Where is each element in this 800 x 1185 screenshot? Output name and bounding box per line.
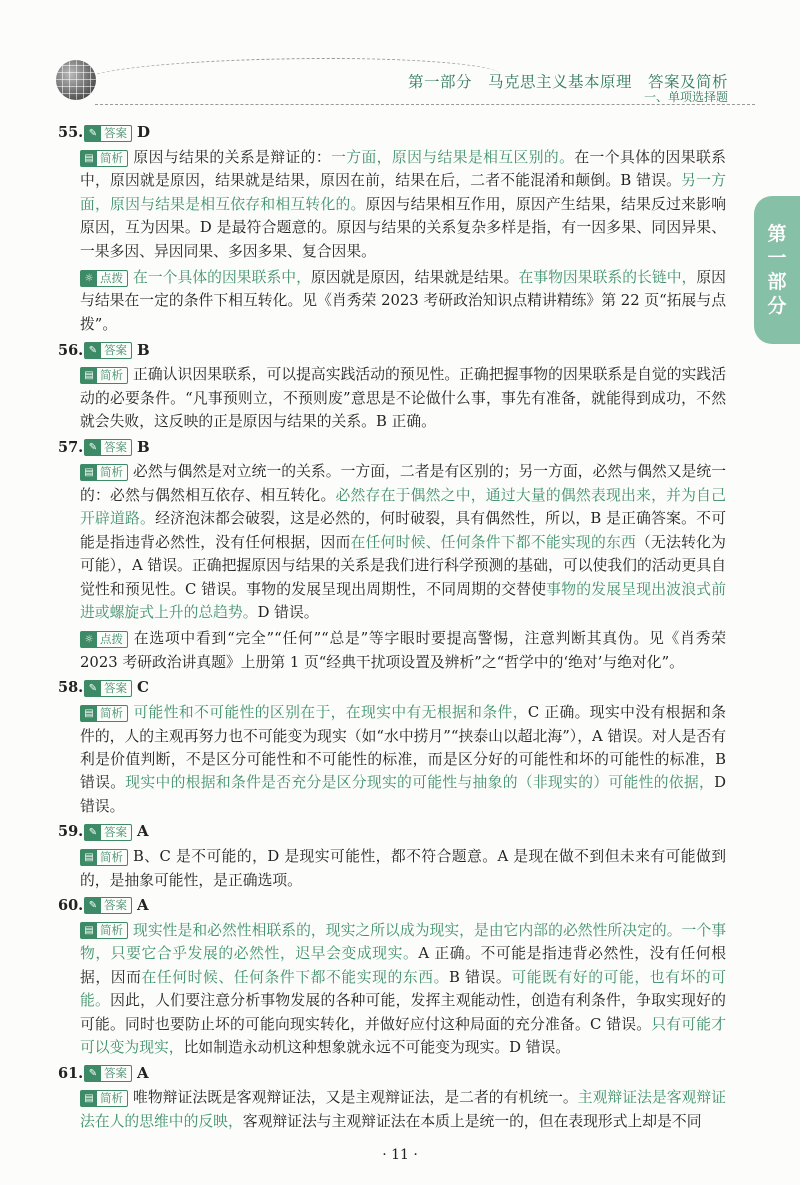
badge-text: 答案 <box>104 898 127 913</box>
question-number: 59. <box>58 823 84 841</box>
lightbulb-icon: ☼ <box>81 632 97 647</box>
label-badge <box>84 1065 132 1082</box>
label-badge <box>80 367 128 384</box>
book-icon: ▤ <box>81 368 97 383</box>
body-text: 在选项中看到“完全”“任何”“总是”等字眼时要提高警惕，注意判断其真伪。见《肖秀荣 2023 考研政治讲真题》上册第 1 页“经典干扰项设置及辨析”之“哲学中的‘绝对’与绝对化”。 <box>80 630 726 671</box>
header-divider <box>95 104 755 105</box>
analysis-paragraph <box>80 845 726 892</box>
highlight-text: 现实性是和必然性相联系的，现实之所以成为现实，是由它内部的必然性所决定的。一个事物，只要它合乎发展的必然性，迟早会变成现实。 <box>80 921 726 963</box>
pencil-icon: ✎ <box>85 440 101 455</box>
body-text: 因此，人们要注意分析事物发展的各种可能，发挥主观能动性，创造有利条件，争取实现好的可能。同时也要防止坏的可能向现实转化，并做好应付这种局面的充分准备。C 错误。 <box>80 992 726 1033</box>
label-badge <box>84 125 132 142</box>
analysis-paragraph <box>80 1086 726 1133</box>
body-text: 原因就是原因，结果就是结果。 <box>310 269 519 287</box>
answer-letter: A <box>137 896 149 915</box>
label-badge <box>80 849 128 866</box>
question-entry <box>58 821 726 892</box>
book-icon: ▤ <box>81 923 97 938</box>
body-text: 比如制造永动机这种想象就永远不可能变为现实。D 错误。 <box>183 1039 571 1056</box>
label-badge <box>84 680 132 697</box>
analysis-paragraph <box>80 460 726 624</box>
section-side-tab <box>754 196 800 344</box>
analysis-paragraph <box>80 919 726 1059</box>
question-number: 56. <box>58 341 84 359</box>
badge-text: 答案 <box>104 824 127 839</box>
answer-letter: A <box>137 1063 149 1082</box>
body-text: 客观辩证法与主观辩证法在本质上是统一的，但在表现形式上却是不同 <box>242 1112 702 1130</box>
highlight-text: 可能既有好的可能，也有坏的可能。 <box>80 968 726 1010</box>
question-entry <box>58 436 726 674</box>
header-title: 第一部分 马克思主义基本原理 答案及简析 <box>407 73 728 91</box>
label-badge <box>84 439 132 456</box>
badge-text: 答案 <box>104 342 127 357</box>
pencil-icon: ✎ <box>85 898 101 913</box>
side-tab-char: 第 <box>767 223 787 245</box>
body-text: 必然与偶然是对立统一的关系。一方面，二者是有区别的；另一方面，必然与偶然又是统一的：必然与偶然相互依存、相互转化。 <box>80 463 726 504</box>
body-text: 唯物辩证法既是客观辩证法，又是主观辩证法，是二者的有机统一。 <box>133 1089 578 1107</box>
badge-text: 简析 <box>100 150 123 165</box>
label-badge <box>84 897 132 914</box>
book-icon: ▤ <box>81 706 97 721</box>
book-icon: ▤ <box>81 465 97 480</box>
pencil-icon: ✎ <box>85 825 101 840</box>
body-text: B 错误。 <box>449 968 512 986</box>
answer-line <box>58 1062 726 1084</box>
body-text: A 正确。不可能是指违背必然性，没有任何根据，因而 <box>80 945 726 986</box>
header-subtitle: 一、单项选择题 <box>643 90 728 104</box>
highlight-text: 在任何时候、任何条件下都不能实现的东西。 <box>141 968 450 986</box>
highlight-text: 必然存在于偶然之中，通过大量的偶然表现出来，并为自己开辟道路。 <box>80 486 726 528</box>
badge-text: 答案 <box>104 439 127 454</box>
analysis-paragraph <box>80 363 726 433</box>
lightbulb-icon: ☼ <box>81 271 97 286</box>
side-tab-char: 一 <box>767 247 787 269</box>
answer-line <box>58 677 726 699</box>
badge-text: 点拨 <box>100 631 123 646</box>
answer-letter: D <box>137 123 151 142</box>
analysis-paragraph <box>80 146 726 263</box>
answer-letter: B <box>137 340 150 359</box>
answer-list <box>58 122 726 1136</box>
answer-letter: B <box>137 437 150 456</box>
question-number: 60. <box>58 897 84 915</box>
body-text: 经济泡沫都会破裂，这是必然的，何时破裂，具有偶然性，所以，B 是正确答案。不可能是指违背必然性，没有任何根据，因而 <box>80 510 726 551</box>
answer-line <box>58 821 726 843</box>
book-icon: ▤ <box>81 151 97 166</box>
highlight-text: 主观辩证法是客观辩证法在人的思维中的反映， <box>80 1089 726 1130</box>
label-badge <box>80 705 128 722</box>
label-badge <box>80 922 128 939</box>
badge-text: 答案 <box>104 125 127 140</box>
question-number: 61. <box>58 1064 84 1082</box>
highlight-text: 在一个具体的因果联系中， <box>133 269 311 287</box>
badge-text: 简析 <box>100 849 123 864</box>
pencil-icon: ✎ <box>85 681 101 696</box>
body-text: 原因与结果相互作用，原因产生结果，结果反过来影响原因，互为因果。D 是最符合题意的。原因与结果的关系复杂多样是指，有一因多果、同因异果、一果多因、异因同果、多因多果、复合因果。 <box>80 195 726 260</box>
side-tab-char: 部 <box>767 271 787 293</box>
badge-text: 简析 <box>100 367 123 382</box>
label-badge <box>84 342 132 359</box>
highlight-text: 另一方面，原因与结果是相互依存和相互转化的。 <box>80 172 726 213</box>
body-text: D 错误。 <box>80 774 726 815</box>
tip-paragraph <box>80 627 726 674</box>
badge-text: 答案 <box>104 680 127 695</box>
badge-text: 简析 <box>100 1090 123 1105</box>
book-icon: ▤ <box>81 1091 97 1106</box>
page-header <box>0 0 800 118</box>
body-text: 原因与结果在一定的条件下相互转化。见《肖秀荣 2023 考研政治知识点精讲精练》第 22 页“拓展与点拨”。 <box>80 269 726 333</box>
page-number: · 11 · <box>382 1147 418 1163</box>
body-text: C 正确。现实中没有根据和条件的，人的主观再努力也不可能变为现实（如“水中捞月”“挟泰山以超北海”），A 错误。对人是否有利是价值判断，不是区分可能性和不可能性的标准，而是区分好的可能性和坏的可能性的标准，B 错误。 <box>80 704 726 792</box>
pencil-icon: ✎ <box>85 126 101 141</box>
body-text: D 错误。 <box>257 603 319 621</box>
badge-text: 点拨 <box>100 270 123 285</box>
highlight-text: 现实中的根据和条件是否充分是区分现实的可能性与抽象的（非现实的）可能性的依据， <box>125 774 715 792</box>
label-badge <box>80 1090 128 1107</box>
label-badge <box>80 270 128 287</box>
question-entry <box>58 339 726 433</box>
question-entry <box>58 1062 726 1133</box>
answer-line <box>58 122 726 144</box>
globe-icon <box>56 60 96 100</box>
question-entry <box>58 122 726 336</box>
answer-line <box>58 339 726 361</box>
pencil-icon: ✎ <box>85 343 101 358</box>
label-badge <box>80 631 128 648</box>
badge-text: 简析 <box>100 464 123 479</box>
analysis-paragraph <box>80 701 726 818</box>
tip-paragraph <box>80 266 726 336</box>
highlight-text: 一方面，原因与结果是相互区别的。 <box>331 149 575 166</box>
label-badge <box>80 150 128 167</box>
highlight-text: 可能性和不可能性的区别在于，在现实中有无根据和条件， <box>133 704 528 722</box>
pencil-icon: ✎ <box>85 1066 101 1081</box>
badge-text: 简析 <box>100 705 123 720</box>
highlight-text: 只有可能才可以变为现实， <box>80 1015 726 1056</box>
highlight-text: 在任何时候、任何条件下都不能实现的东西 <box>350 533 637 551</box>
side-tab-char: 分 <box>767 295 787 317</box>
highlight-text: 在事物因果联系的长链中， <box>518 269 697 287</box>
answer-letter: C <box>137 678 149 697</box>
label-badge <box>80 464 128 481</box>
answer-letter: A <box>137 822 149 841</box>
body-text: 原因与结果的关系是辩证的： <box>133 149 332 166</box>
highlight-text: 事物的发展呈现出波浪式前进或螺旋式上升的总趋势。 <box>80 580 726 621</box>
badge-text: 简析 <box>100 923 123 938</box>
question-number: 58. <box>58 679 84 697</box>
question-number: 55. <box>58 124 84 142</box>
badge-text: 答案 <box>104 1065 127 1080</box>
question-entry <box>58 677 726 818</box>
body-text: 正确认识因果联系，可以提高实践活动的预见性。正确把握事物的因果联系是自觉的实践活动的必要条件。“凡事预则立，不预则废”意思是不论做什么事，事先有准备，就能得到成功，不然就会失败，这反映的正是原因与结果的关系。B 正确。 <box>80 366 726 431</box>
book-icon: ▤ <box>81 850 97 865</box>
label-badge <box>84 824 132 841</box>
body-text: （无法转化为可能），A 错误。正确把握原因与结果的关系是我们进行科学预测的基础，可以使我们的活动更具自觉性和预见性。C 错误。事物的发展呈现出周期性，不同周期的交替使 <box>80 533 726 598</box>
question-number: 57. <box>58 438 84 456</box>
answer-line <box>58 436 726 458</box>
body-text: B、C 是不可能的，D 是现实可能性，都不符合题意。A 是现在做不到但未来有可能做到的，是抽象可能性，是正确选项。 <box>80 848 726 889</box>
body-text: 在一个具体的因果联系中，原因就是原因，结果就是结果，原因在前，结果在后，二者不能混淆和颠倒。B 错误。 <box>80 149 726 190</box>
answer-line <box>58 895 726 917</box>
question-entry <box>58 895 726 1059</box>
